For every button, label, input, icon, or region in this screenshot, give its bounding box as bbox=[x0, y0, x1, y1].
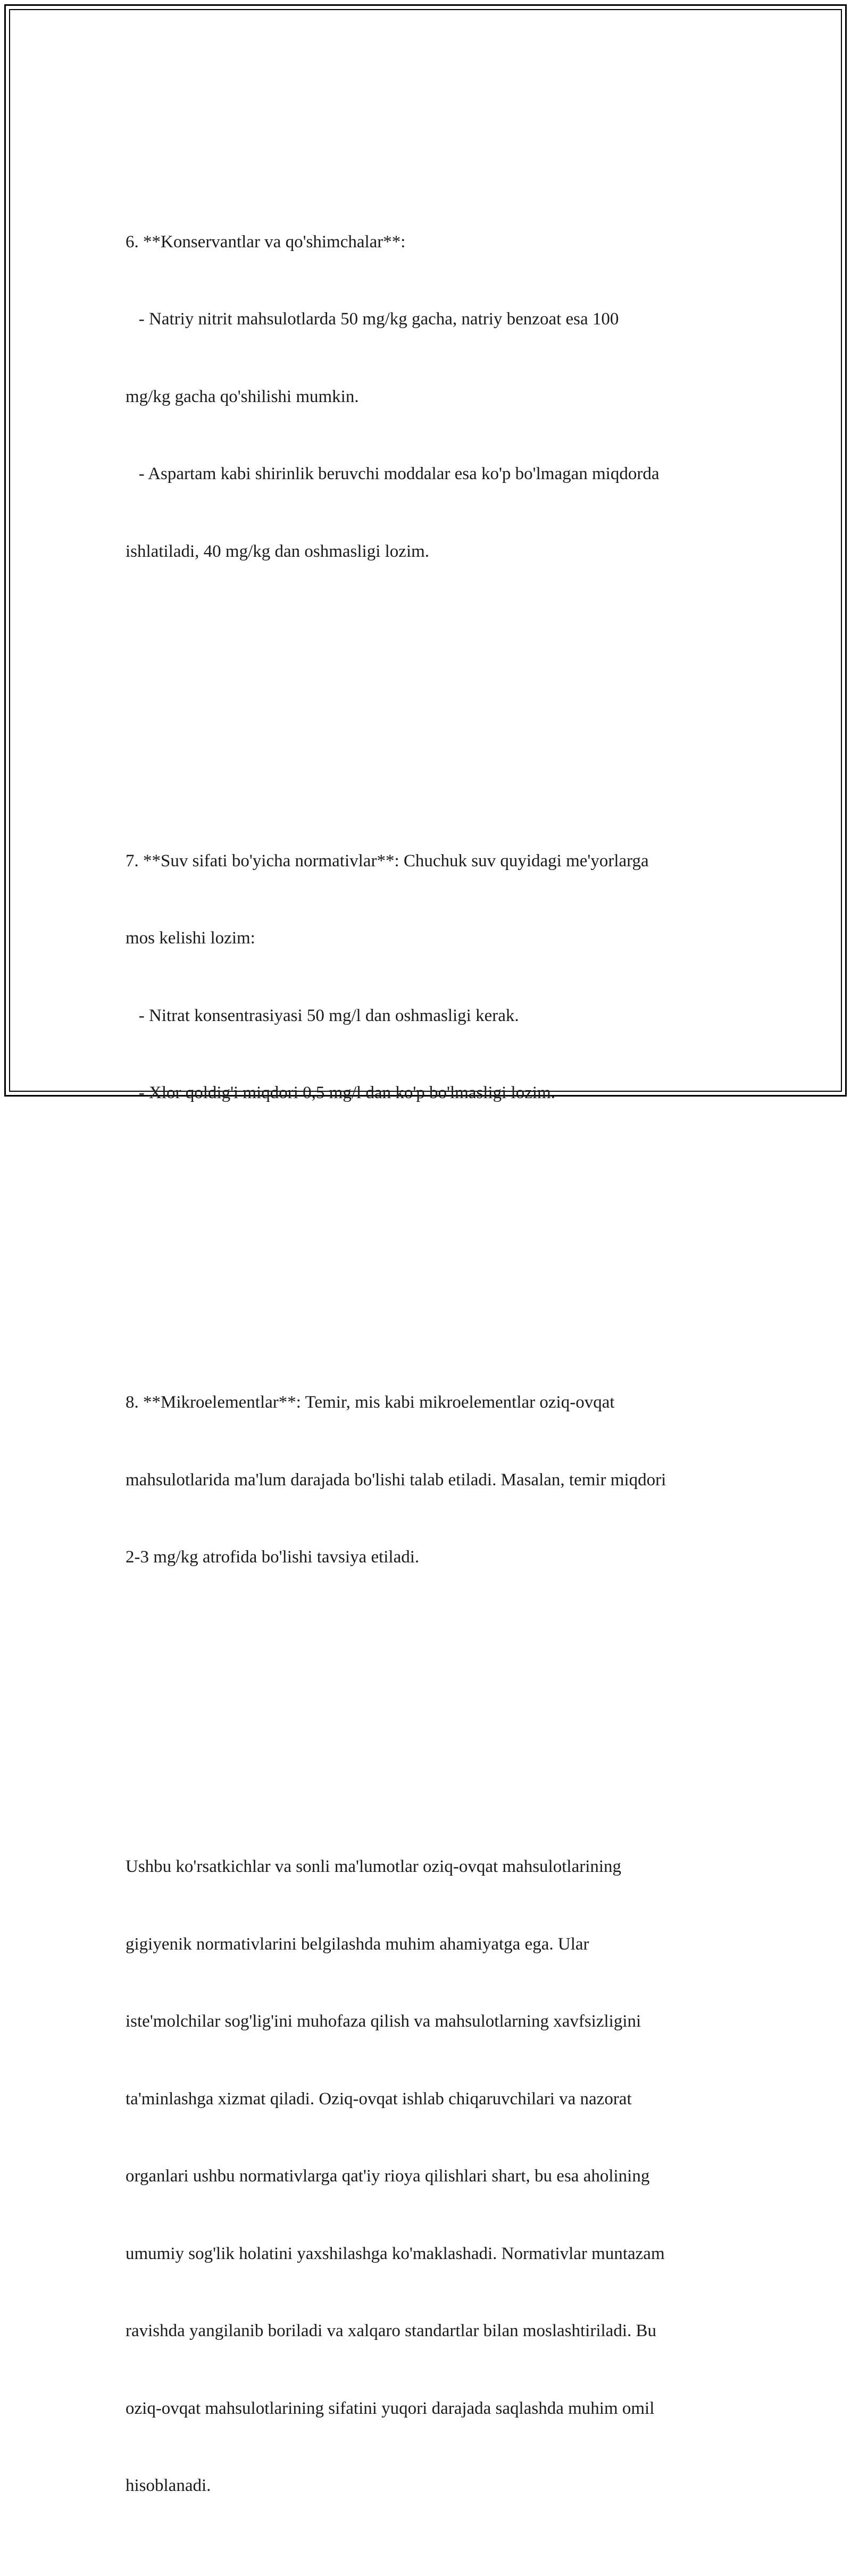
paragraph-gap bbox=[126, 667, 732, 693]
paragraph-gap bbox=[126, 1209, 732, 1235]
text-line: mos kelishi lozim: bbox=[126, 929, 255, 948]
text-line: ravishda yangilanib boriladi va xalqaro standartlar bilan moslashtiriladi. Bu bbox=[126, 2321, 656, 2340]
text-line: oziq-ovqat mahsulotlarining sifatini yuqori darajada saqlashda muhim omil bbox=[126, 2398, 655, 2418]
section-preservatives bbox=[126, 178, 732, 616]
section-conclusion bbox=[126, 1802, 732, 2550]
text-line: gigiyenik normativlarini belgilashda muhim ahamiyatga ega. Ular bbox=[126, 1934, 589, 1954]
text-line: mahsulotlarida ma'lum darajada bo'lishi talab etiladi. Masalan, temir miqdori bbox=[126, 1470, 666, 1490]
text-line: iste'molchilar sog'lig'ini muhofaza qilish va mahsulotlarning xavfsizligini bbox=[126, 2012, 641, 2031]
text-line: umumiy sog'lik holatini yaxshilashga ko'maklashadi. Normativlar muntazam bbox=[126, 2244, 665, 2263]
text-line: 6. **Konservantlar va qo'shimchalar**: bbox=[126, 232, 406, 252]
text-line: 7. **Suv sifati bo'yicha normativlar**: Chuchuk suv quyidagi me'yorlarga bbox=[126, 851, 649, 871]
text-line: ta'minlashga xizmat qiladi. Oziq-ovqat ishlab chiqaruvchilari va nazorat bbox=[126, 2089, 632, 2109]
text-line: - Xlor qoldig'i miqdori 0,5 mg/l dan ko'p bo'lmasligi lozim. bbox=[126, 1083, 555, 1102]
section-water-quality bbox=[126, 797, 732, 1158]
text-line: ishlatiladi, 40 mg/kg dan oshmasligi lozim. bbox=[126, 541, 430, 561]
text-line: Ushbu ko'rsatkichlar va sonli ma'lumotlar oziq-ovqat mahsulotlarining bbox=[126, 1857, 622, 1876]
section-microelements bbox=[126, 1338, 732, 1622]
text-line: - Nitrat konsentrasiyasi 50 mg/l dan oshmasligi kerak. bbox=[126, 1006, 519, 1025]
text-line: organlari ushbu normativlarga qat'iy rioya qilishlari shart, bu esa aholining bbox=[126, 2167, 650, 2186]
paragraph-gap bbox=[126, 1674, 732, 1700]
text-line: mg/kg gacha qo'shilishi mumkin. bbox=[126, 387, 359, 406]
text-line: hisoblanadi. bbox=[126, 2476, 211, 2495]
document-text bbox=[126, 100, 732, 2576]
text-line: 2-3 mg/kg atrofida bo'lishi tavsiya etiladi. bbox=[126, 1548, 420, 1567]
text-line: 8. **Mikroelementlar**: Temir, mis kabi mikroelementlar oziq-ovqat bbox=[126, 1393, 615, 1412]
text-line: - Natriy nitrit mahsulotlarda 50 mg/kg gacha, natriy benzoat esa 100 bbox=[126, 310, 619, 329]
text-line: - Aspartam kabi shirinlik beruvchi moddalar esa ko'p bo'lmagan miqdorda bbox=[126, 464, 660, 483]
